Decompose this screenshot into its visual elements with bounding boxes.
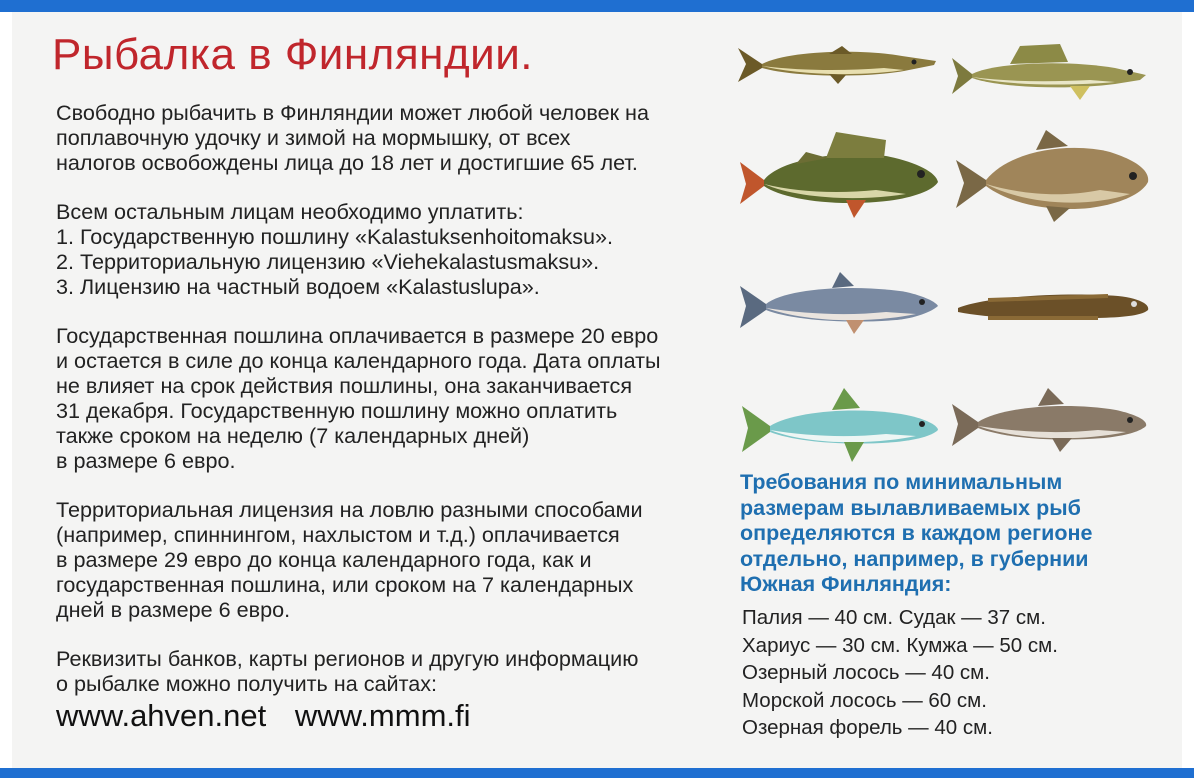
text-line: не влияет на срок действия пошлины, она заканчивается (56, 373, 633, 398)
intro-paragraph (56, 100, 716, 175)
text-line: налогов освобождены лица до 18 лет и достигшие 65 лет. (56, 150, 638, 175)
info-paragraph (56, 646, 716, 696)
text-line: также сроком на неделю (7 календарных дней) (56, 423, 530, 448)
text-line: размерам вылавливаемых рыб (740, 495, 1081, 520)
text-line: (например, спиннингом, нахлыстом и т.д.) оплачивается (56, 522, 620, 547)
size-item: Озерная форель — 40 см. (742, 716, 993, 739)
requirements-heading (740, 470, 1160, 598)
text-line: дней в размере 6 евро. (56, 597, 291, 622)
text-line: государственная пошлина, или сроком на 7 календарных (56, 572, 634, 597)
bream-icon (950, 128, 1152, 224)
website-links (56, 698, 491, 734)
text-line: в размере 6 евро. (56, 448, 236, 473)
text-line: Государственная пошлина оплачивается в размере 20 евро (56, 323, 659, 348)
list-item: 3. Лицензию на частный водоем «Kalastuslupa». (56, 274, 540, 299)
minimum-sizes-list (742, 604, 1058, 742)
text-line: в размере 29 евро до конца календарного года, как и (56, 547, 592, 572)
pike-icon (734, 38, 939, 90)
size-item: Морской лосось — 60 см. (742, 688, 987, 712)
top-accent-bar (0, 0, 1194, 12)
list-item: 2. Территориальную лицензию «Viehekalastusmaksu». (56, 249, 600, 274)
perch-icon (736, 128, 941, 220)
text-line: 31 декабря. Государственную пошлину можно оплатить (56, 398, 618, 423)
text-line: поплавочную удочку и зимой на мормышку, от всех (56, 125, 571, 150)
salmon-icon (736, 266, 941, 338)
size-item: Озерный лосось — 40 см. (742, 661, 990, 684)
whitefish-icon (948, 384, 1150, 454)
zander-icon (950, 40, 1150, 102)
bottom-accent-bar (0, 768, 1194, 778)
text-line: Требования по минимальным (740, 470, 1063, 494)
list-heading: Всем остальным лицам необходимо уплатить: (56, 199, 524, 224)
burbot-icon (948, 280, 1152, 330)
link-mmm[interactable]: www.mmm.fi (294, 698, 471, 733)
size-item: Палия — 40 см. Судак — 37 см. (742, 606, 1046, 629)
size-item: Хариус — 30 см. Кумжа — 50 см. (742, 633, 1058, 657)
text-line: Свободно рыбачить в Финляндии может любой человек на (56, 100, 649, 125)
page-title: Рыбалка в Финляндии. (52, 30, 534, 79)
text-line: отдельно, например, в губернии (740, 546, 1089, 571)
link-ahven[interactable]: www.ahven.net (56, 698, 267, 733)
territorial-license-paragraph (56, 497, 716, 622)
state-fee-paragraph (56, 323, 716, 473)
text-line: и остается в силе до конца календарного года. Дата оплаты (56, 348, 661, 373)
text-line: определяются в каждом регионе (740, 521, 1093, 545)
list-item: 1. Государственную пошлину «Kalastuksenhoitomaksu». (56, 224, 614, 249)
text-line: Южная Финляндия: (740, 572, 952, 596)
text-line: о рыбалке можно получить на сайтах: (56, 671, 438, 696)
main-text (56, 100, 716, 720)
payment-list (56, 199, 716, 299)
text-line: Территориальная лицензия на ловлю разными способами (56, 497, 643, 522)
vendace-icon (736, 384, 941, 466)
text-line: Реквизиты банков, карты регионов и другую информацию (56, 646, 639, 671)
